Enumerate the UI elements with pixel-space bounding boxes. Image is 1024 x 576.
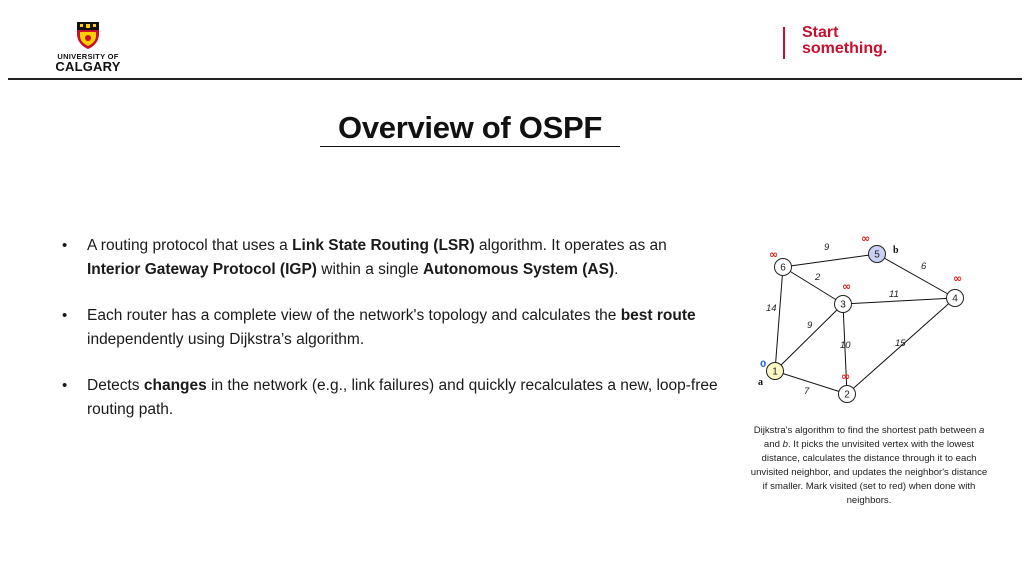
- bullet-list: [60, 234, 720, 444]
- node-id-label: 2: [844, 389, 850, 401]
- bullet-text: A routing protocol that uses a Link State Routing (LSR) algorithm. It operates as an Interior Gateway Protocol (IGP) within a single Autonomous System (AS).: [87, 237, 667, 278]
- node-distance-label: ∞: [841, 370, 851, 383]
- bullet-text: Detects changes in the network (e.g., link failures) and quickly recalculates a new, loop-free routing path.: [87, 377, 718, 418]
- node-id-label: 5: [874, 249, 880, 261]
- bullet-dot: •: [62, 237, 68, 254]
- edge-weight-label: 14: [766, 303, 777, 314]
- edge-weight-label: 6: [921, 261, 927, 272]
- node-distance-label: ∞: [769, 248, 779, 261]
- node-distance-label: 0: [760, 360, 767, 370]
- node-distance-label: ∞: [953, 272, 963, 285]
- edge-weight-label: 2: [815, 272, 821, 283]
- node-id-label: 4: [952, 293, 958, 305]
- edge-weight-label: 15: [895, 338, 906, 349]
- node-id-label: 6: [780, 262, 786, 274]
- node-tag-label: b: [893, 245, 899, 256]
- university-logo[interactable]: [50, 20, 126, 76]
- edge-weight-label: 10: [840, 340, 851, 351]
- bullet-dot: •: [62, 377, 68, 394]
- logo-divider: [783, 27, 785, 59]
- node-id-label: 1: [772, 366, 778, 378]
- bullet-item-changes: [60, 374, 720, 422]
- university-logo-line1: UNIVERSITY OF: [57, 52, 119, 61]
- university-logo-line2: CALGARY: [55, 59, 121, 74]
- edge-weight-label: 7: [804, 386, 810, 397]
- graph-edge-5-6: [783, 254, 877, 267]
- graph-edge-3-4: [843, 298, 955, 304]
- graph-edge-1-3: [775, 304, 843, 371]
- slogan-text: Start something.: [802, 24, 888, 57]
- bullet-item-dijkstra: [60, 304, 720, 352]
- node-id-label: 3: [840, 299, 846, 311]
- header-divider: [8, 78, 1022, 80]
- graph-caption: Dijkstra's algorithm to find the shortest path between a and b. It picks the unvisited vertex with the lowest distance, calculates the distance through it to each unvisited neighbor, and updates the neighbor's distance if smaller. Mark visited (set to red) when done with neighbors.: [750, 425, 988, 506]
- node-tag-label: a: [758, 377, 763, 388]
- graph-edge-3-6: [783, 267, 843, 304]
- edge-weight-label: 9: [807, 320, 813, 331]
- edge-weight-label: 9: [824, 242, 830, 253]
- edge-weight-label: 11: [889, 289, 899, 300]
- node-distance-label: ∞: [861, 236, 871, 245]
- bullet-text: Each router has a complete view of the network's topology and calculates the best route independently using Dijkstra’s algorithm.: [87, 307, 696, 348]
- start-something-logo: [783, 25, 923, 61]
- graph-edge-1-2: [775, 371, 847, 394]
- bullet-item-lsr: [60, 234, 720, 282]
- bullet-dot: •: [62, 307, 68, 324]
- graph-edge-1-6: [775, 267, 783, 371]
- slide-title: Overview of OSPF: [320, 110, 620, 147]
- dijkstra-graph-diagram: [745, 236, 1005, 412]
- crest-icon: [75, 20, 101, 50]
- node-distance-label: ∞: [842, 280, 852, 293]
